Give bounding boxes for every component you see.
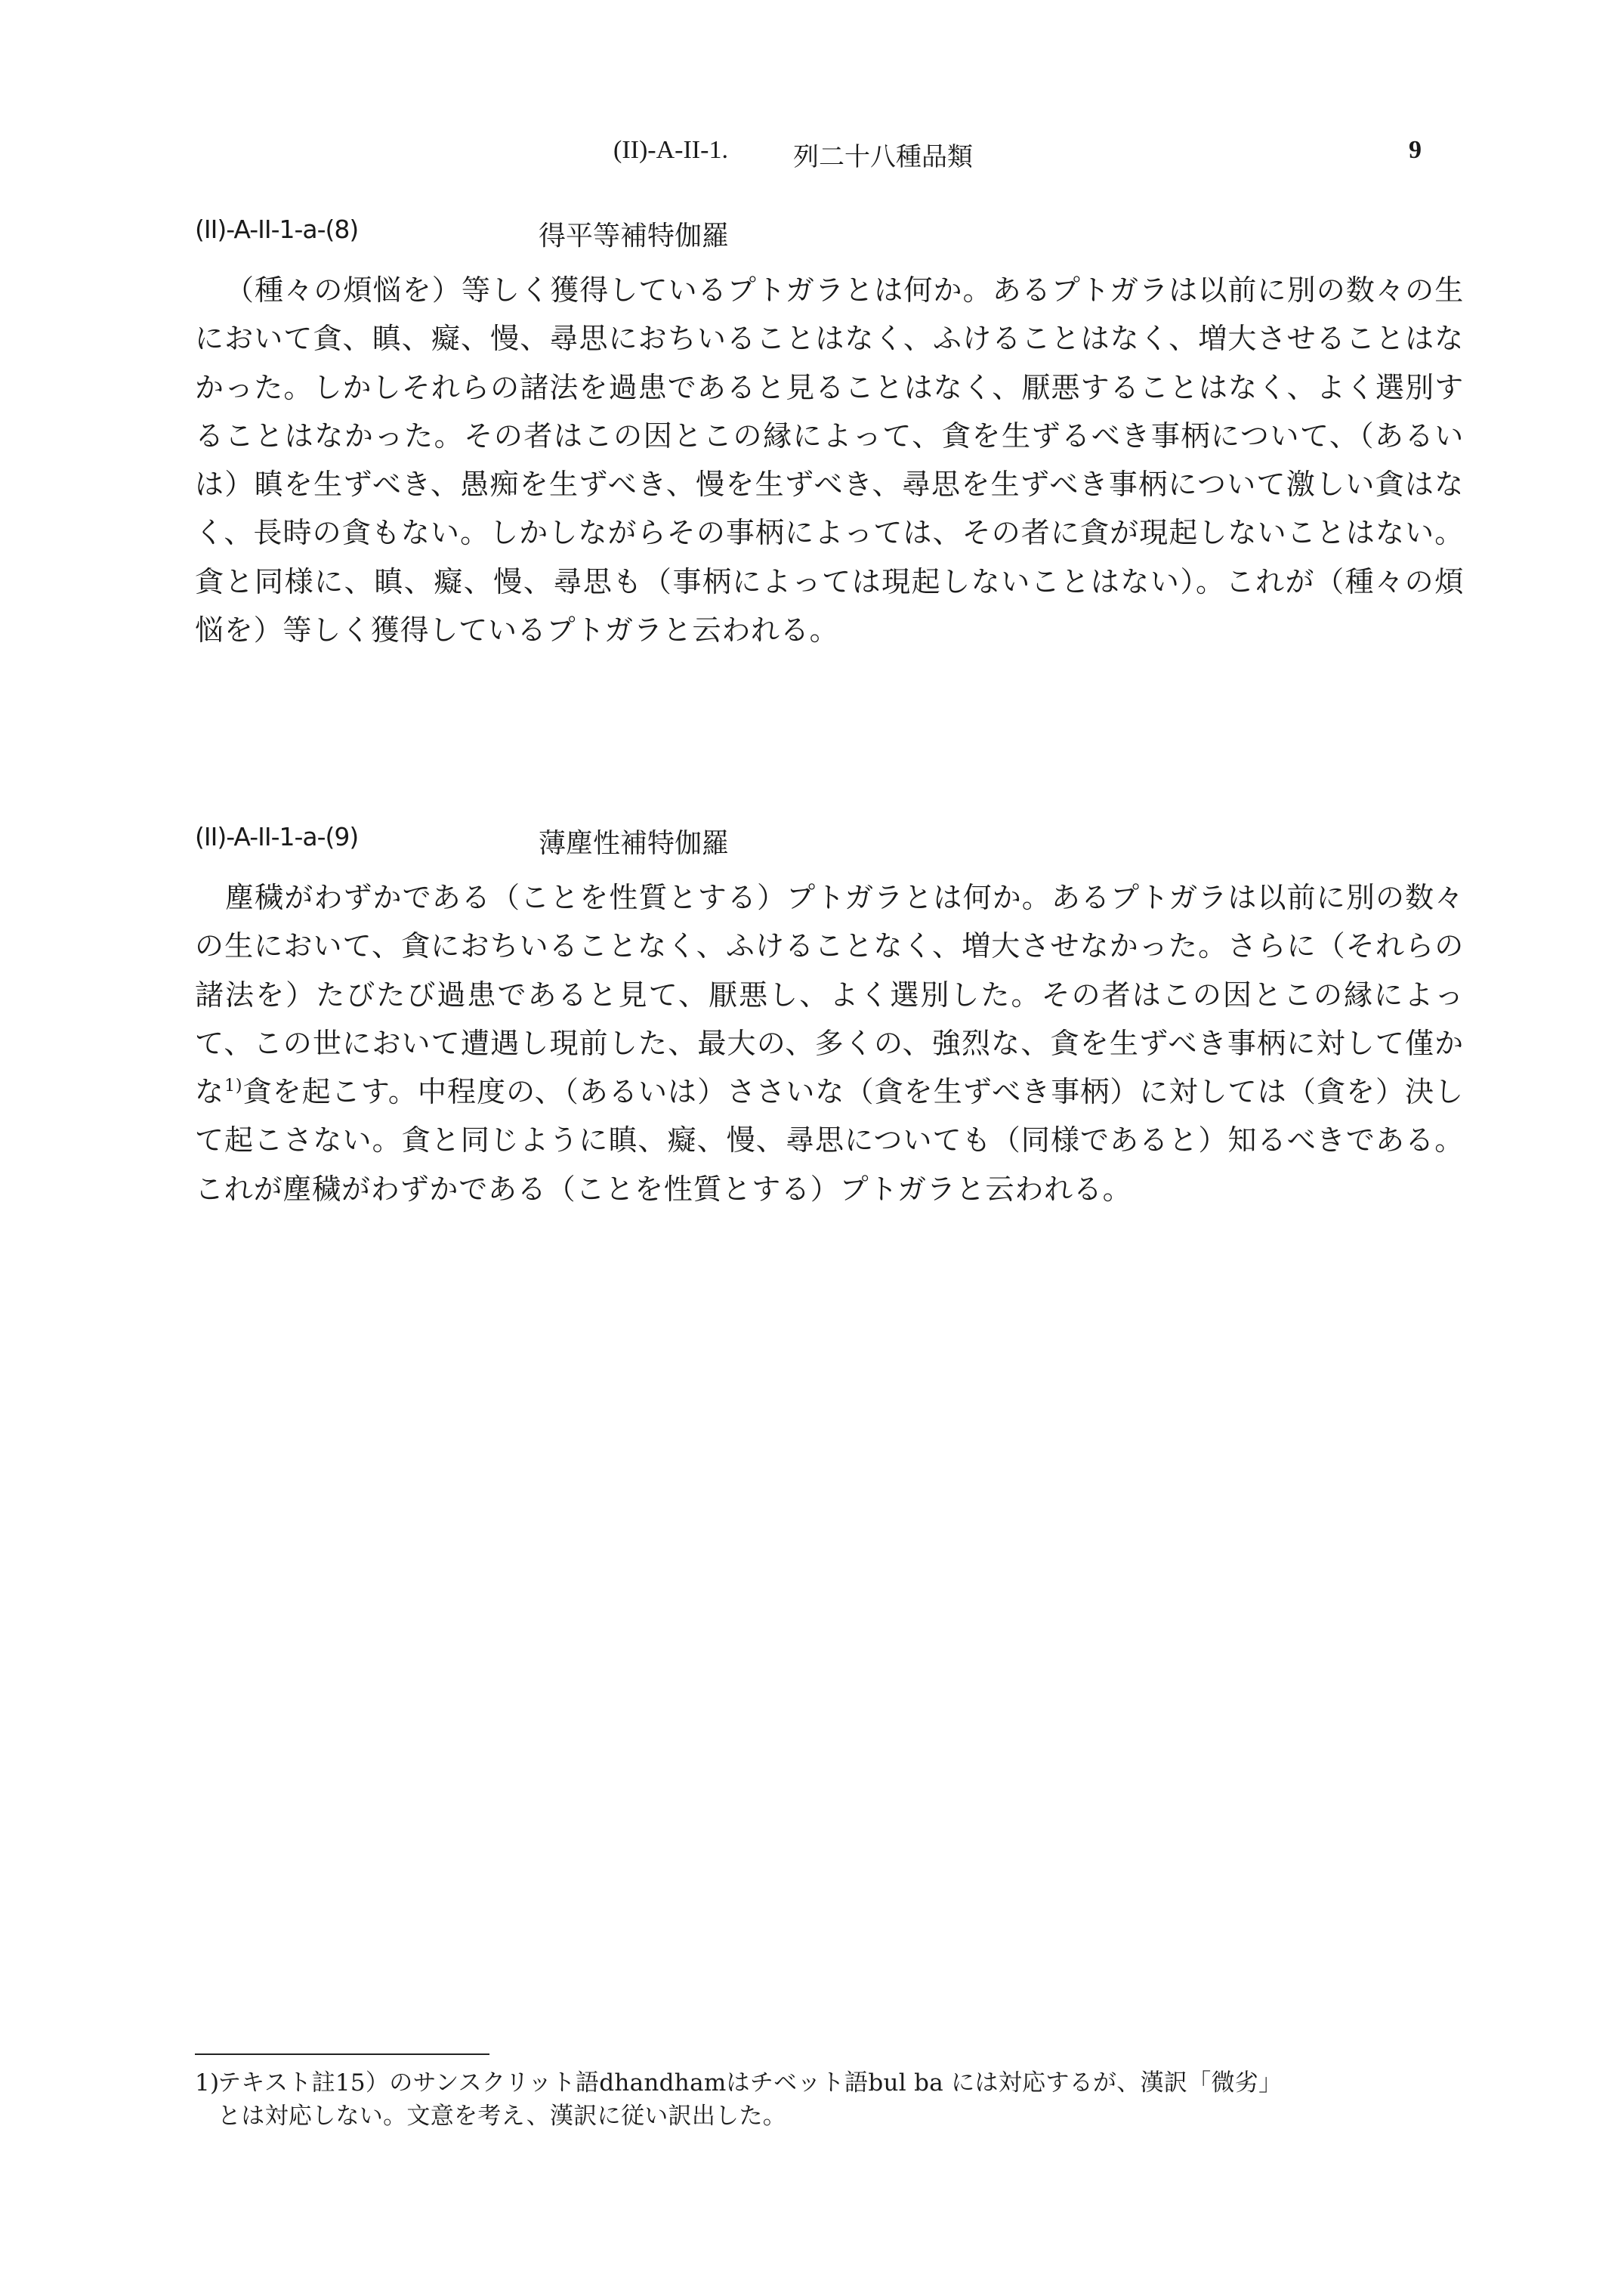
footnote-line-2: とは対応しない。文意を考え、漢訳に従い訳出した。	[218, 2103, 787, 2130]
section-heading	[195, 215, 1464, 260]
section-term: 薄塵性補特伽羅	[539, 828, 730, 859]
running-header-section: (II)-A-II-1.	[613, 136, 728, 164]
section-8	[195, 215, 1464, 654]
footnote-line-1	[195, 2066, 1471, 2100]
section-body	[195, 873, 1464, 1213]
footnote-divider	[195, 2053, 489, 2055]
section-term: 得平等補特伽羅	[539, 221, 730, 252]
section-9	[195, 822, 1464, 1213]
running-header	[0, 136, 1624, 181]
footnote-reference[interactable]: 1)	[224, 1077, 243, 1096]
section-id: (II)-A-II-1-a-(8)	[195, 215, 359, 244]
section-heading	[195, 822, 1464, 867]
running-header-title: 列二十八種品類	[793, 142, 973, 172]
section-body: （種々の煩悩を）等しく獲得しているプトガラとは何か。あるプトガラは以前に別の数々の生において貪、瞋、癡、慢、尋思におちいることはなく、ふけることはなく、増大させることはなかった。しかしそれらの諸法を過患であると見ることはなく、厭悪することはなく、よく選別することはなかった。その者はこの因とこの縁によって、貪を生ずるべき事柄について、（あるいは）瞋を生ずべき、愚痴を生ずべき、慢を生ずべき、尋思を生ずべき事柄について激しい貪はなく、長時の貪もない。しかしながらその事柄によっては、その者に貪が現起しないことはない。貪と同様に、瞋、癡、慢、尋思も（事柄によっては現起しないことはない）。これが（種々の煩悩を）等しく獲得しているプトガラと云われる。	[195, 273, 1464, 647]
page-number: 9	[1409, 136, 1422, 164]
section-body-part-2: 貪を起こす。中程度の、（あるいは）ささいな（貪を生ずべき事柄）に対しては（貪を）決して起こさない。貪と同じように瞋、癡、慢、尋思についても（同様であると）知るべきである。これが塵穢がわずかである（ことを性質とする）プトガラと云われる。	[195, 1075, 1464, 1206]
footnote-text-1: テキスト註15）のサンスクリット語dhandhamはチベット語bul ba には対応するが、漢訳「微劣」	[218, 2069, 1283, 2097]
footnote-marker: 1)	[195, 2069, 220, 2097]
footnote	[195, 2066, 1471, 2133]
section-id: (II)-A-II-1-a-(9)	[195, 822, 359, 851]
section-body-part-1: 塵穢がわずかである（ことを性質とする）プトガラとは何か。あるプトガラは以前に別の数々の生において、貪におちいることなく、ふけることなく、増大させなかった。さらに（それらの諸法を）たびたび過患であると見て、厭悪し、よく選別した。その者はこの因とこの縁によって、この世において遭遇し現前した、最大の、多くの、強烈な、貪を生ずべき事柄に対して僅かな	[195, 881, 1465, 1109]
